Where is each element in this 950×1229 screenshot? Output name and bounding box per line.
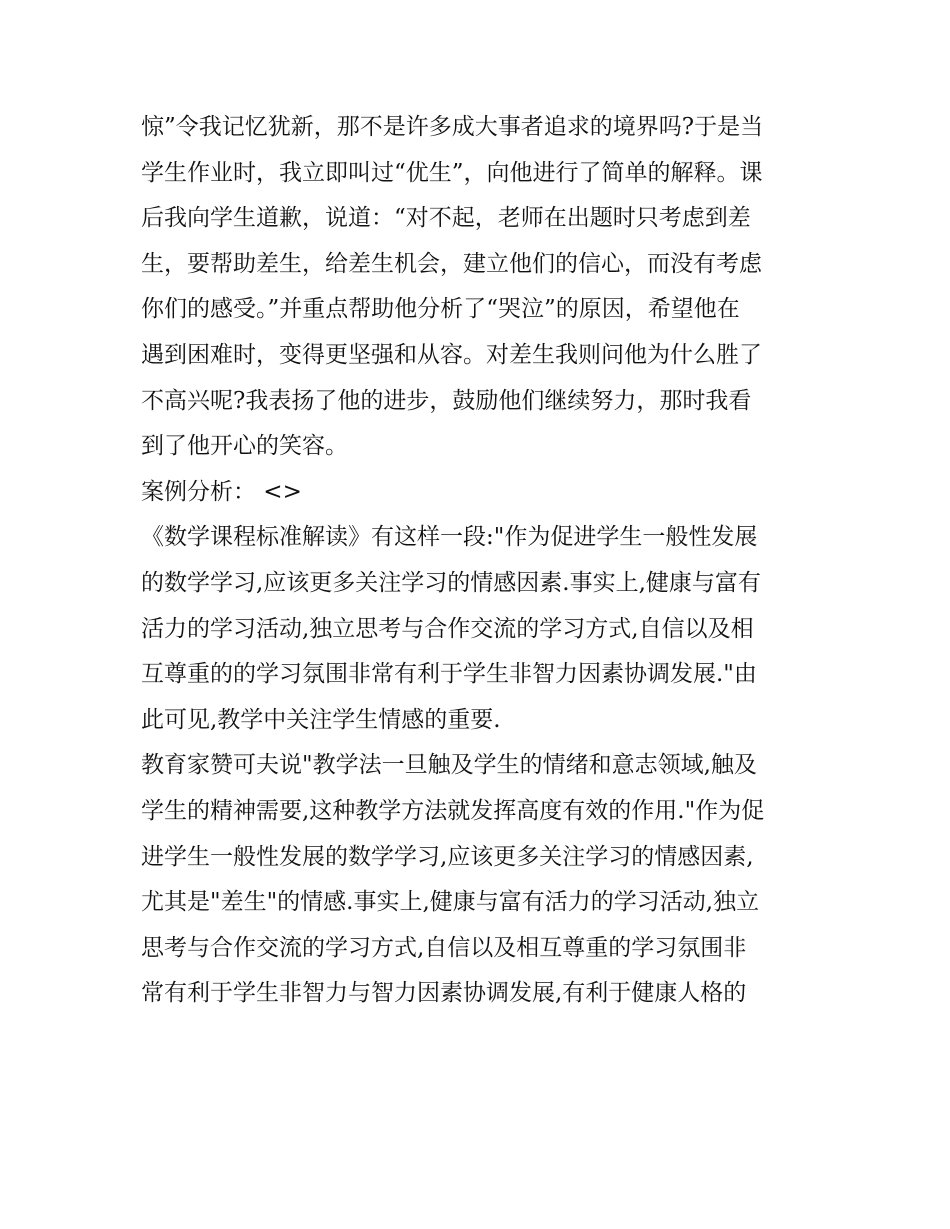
- text-line: 思考与合作交流的学习方式,自信以及相互尊重的学习氛围非: [141, 934, 747, 961]
- text-line: 互尊重的的学习氛围非常有利于学生非智力因素协调发展."由: [141, 661, 757, 688]
- text-line: 你们的感受。”并重点帮助他分析了“哭泣”的原因，希望他在: [141, 296, 740, 323]
- text-line: 学生作业时，我立即叫过“优生”，向他进行了简单的解释。课: [141, 159, 763, 186]
- text-line: 《数学课程标准解读》有这样一段:"作为促进学生一般性发展: [141, 524, 758, 551]
- text-line: 惊”令我记忆犹新，那不是许多成大事者追求的境界吗?于是当: [141, 114, 764, 140]
- text-line: 进学生一般性发展的数学学习,应该更多关注学习的情感因素,: [141, 843, 754, 870]
- text-line: 常有利于学生非智力与智力因素协调发展,有利于健康人格的: [141, 980, 747, 1007]
- text-line: 尤其是"差生"的情感.事实上,健康与富有活力的学习活动,独立: [141, 889, 760, 916]
- text-line: 遇到困难时，变得更坚强和从容。对差生我则问他为什么胜了: [141, 341, 762, 368]
- text-line: 教育家赞可夫说"教学法一旦触及学生的情绪和意志领域,触及: [141, 752, 757, 779]
- text-line: 活力的学习活动,独立思考与合作交流的学习方式,自信以及相: [141, 615, 754, 642]
- text-line: 到了他开心的笑容。: [141, 433, 348, 460]
- text-line: 此可见,教学中关注学生情感的重要.: [141, 706, 501, 733]
- text-line: 不高兴呢?我表扬了他的进步，鼓励他们继续努力，那时我看: [141, 387, 752, 414]
- text-line: 生，要帮助差生，给差生机会，建立他们的信心，而没有考虑: [141, 250, 762, 277]
- section-heading: 案例分析： <>: [141, 478, 302, 505]
- text-line: 后我向学生道歉，说道：“对不起，老师在出题时只考虑到差: [141, 205, 751, 232]
- text-line: 的数学学习,应该更多关注学习的情感因素.事实上,健康与富有: [141, 569, 761, 596]
- text-line: 学生的精神需要,这种教学方法就发挥高度有效的作用."作为促: [141, 797, 765, 824]
- document-body: [141, 105, 813, 1017]
